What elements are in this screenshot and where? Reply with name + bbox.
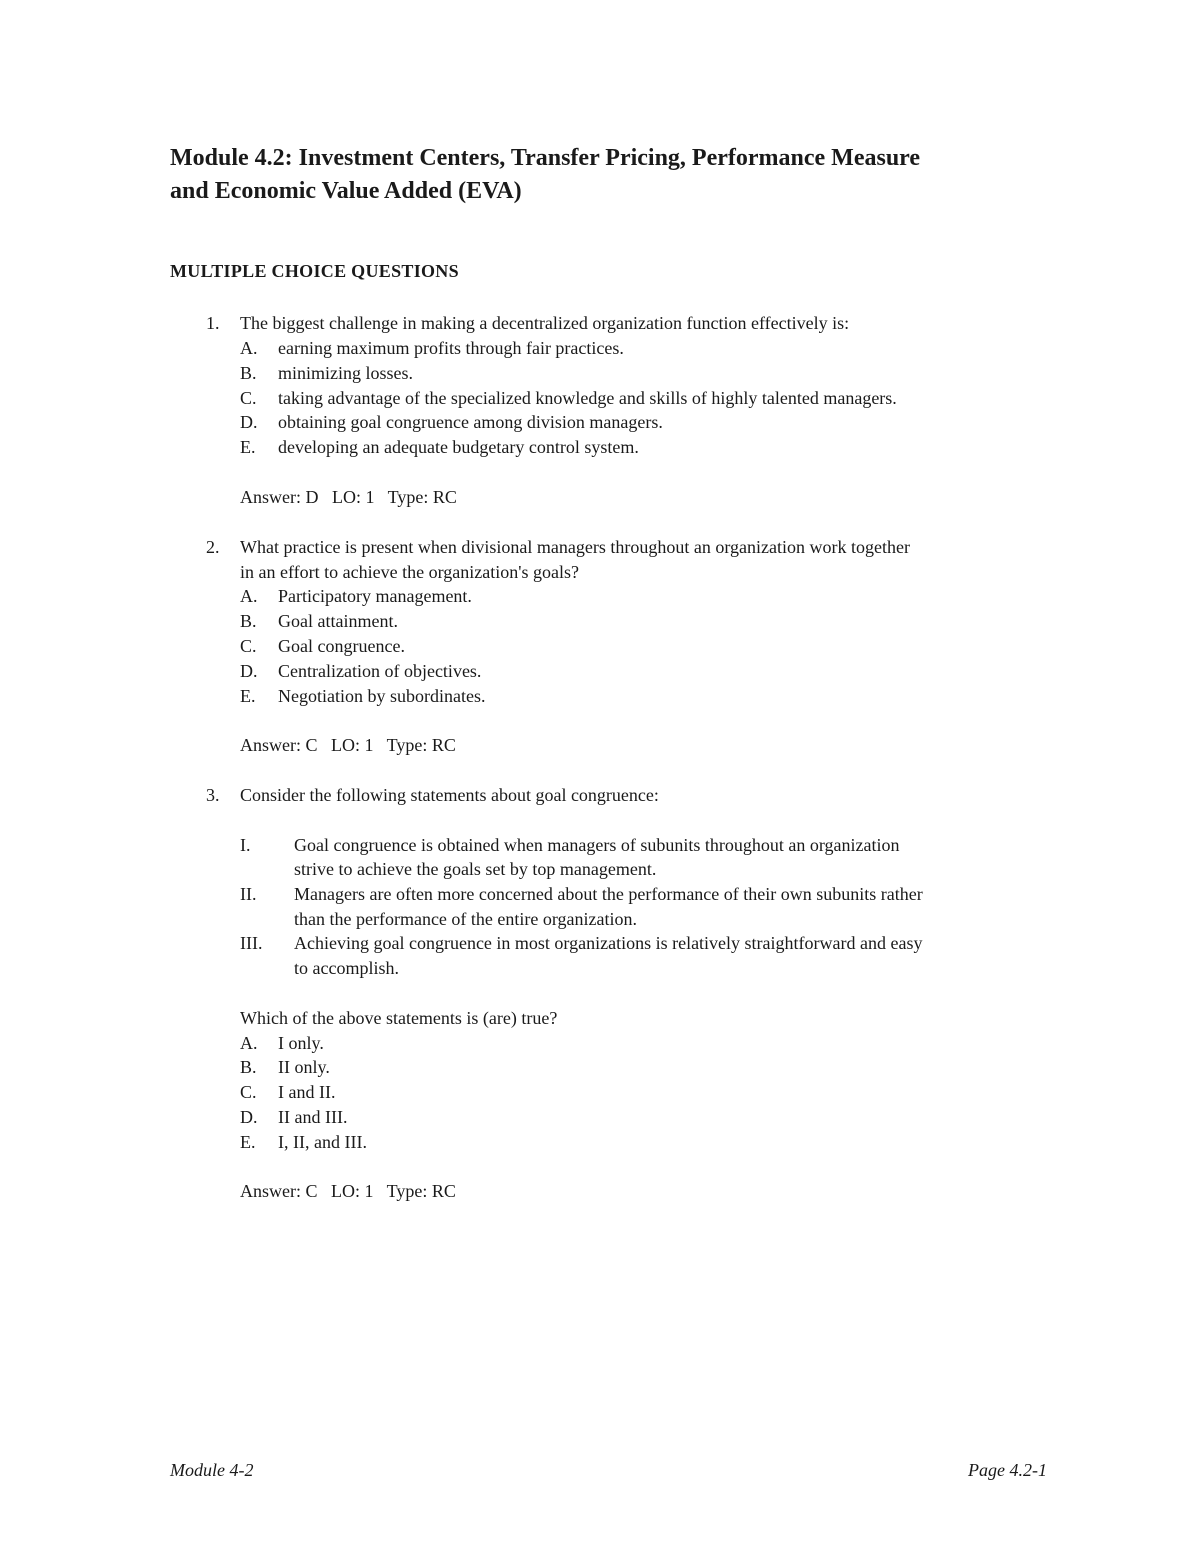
option-text: Participatory management. <box>278 586 472 606</box>
question-number: 2. <box>206 537 220 557</box>
statement-numeral: III. <box>240 933 263 953</box>
option-text: Goal attainment. <box>278 611 398 631</box>
statement-text: to accomplish. <box>294 958 399 978</box>
option-text: I only. <box>278 1033 324 1053</box>
option-letter: E. <box>240 437 256 457</box>
option-text: taking advantage of the specialized knowledge and skills of highly talented managers. <box>278 388 897 408</box>
option-letter: A. <box>240 1033 258 1053</box>
option-letter: E. <box>240 1132 256 1152</box>
option-letter: C. <box>240 388 257 408</box>
statement-text: Goal congruence is obtained when managers of subunits throughout an organization <box>294 835 900 855</box>
option-letter: A. <box>240 338 258 358</box>
option-text: earning maximum profits through fair practices. <box>278 338 624 358</box>
answer-line: Answer: D LO: 1 Type: RC <box>240 487 457 507</box>
statement-text: strive to achieve the goals set by top management. <box>294 859 657 879</box>
option-letter: C. <box>240 1082 257 1102</box>
option-text: developing an adequate budgetary control system. <box>278 437 639 457</box>
answer-line: Answer: C LO: 1 Type: RC <box>240 1181 456 1201</box>
title-line-2: and Economic Value Added (EVA) <box>170 178 522 204</box>
statement-numeral: I. <box>240 835 251 855</box>
option-text: I and II. <box>278 1082 336 1102</box>
option-text: II only. <box>278 1057 330 1077</box>
question-stem: Consider the following statements about goal congruence: <box>240 785 659 805</box>
option-text: Negotiation by subordinates. <box>278 686 486 706</box>
footer-module-label: Module 4-2 <box>170 1460 254 1480</box>
option-letter: E. <box>240 686 256 706</box>
option-letter: D. <box>240 412 258 432</box>
statement-text: Achieving goal congruence in most organizations is relatively straightforward and easy <box>294 933 923 953</box>
option-letter: B. <box>240 1057 257 1077</box>
statement-text: Managers are often more concerned about the performance of their own subunits rather <box>294 884 923 904</box>
statement-numeral: II. <box>240 884 257 904</box>
question-number: 3. <box>206 785 220 805</box>
option-letter: B. <box>240 363 257 383</box>
section-heading: MULTIPLE CHOICE QUESTIONS <box>170 261 459 281</box>
question-stem: The biggest challenge in making a decentralized organization function effectively is: <box>240 313 850 333</box>
option-letter: A. <box>240 586 258 606</box>
title-line-1: Module 4.2: Investment Centers, Transfer Pricing, Performance Measure <box>170 145 921 171</box>
answer-line: Answer: C LO: 1 Type: RC <box>240 735 456 755</box>
page-title <box>170 142 1050 208</box>
option-text: II and III. <box>278 1107 348 1127</box>
question-stem: in an effort to achieve the organization's goals? <box>240 562 579 582</box>
option-text: obtaining goal congruence among division managers. <box>278 412 663 432</box>
question-stem: What practice is present when divisional managers throughout an organization work together <box>240 537 910 557</box>
option-text: minimizing losses. <box>278 363 413 383</box>
option-letter: C. <box>240 636 257 656</box>
question-number: 1. <box>206 313 220 333</box>
option-letter: D. <box>240 661 258 681</box>
option-text: Goal congruence. <box>278 636 405 656</box>
statement-text: than the performance of the entire organization. <box>294 909 638 929</box>
option-text: Centralization of objectives. <box>278 661 482 681</box>
option-letter: D. <box>240 1107 258 1127</box>
question-prompt: Which of the above statements is (are) true? <box>240 1008 558 1028</box>
option-text: I, II, and III. <box>278 1132 367 1152</box>
option-letter: B. <box>240 611 257 631</box>
footer-page-number: Page 4.2-1 <box>968 1460 1047 1480</box>
